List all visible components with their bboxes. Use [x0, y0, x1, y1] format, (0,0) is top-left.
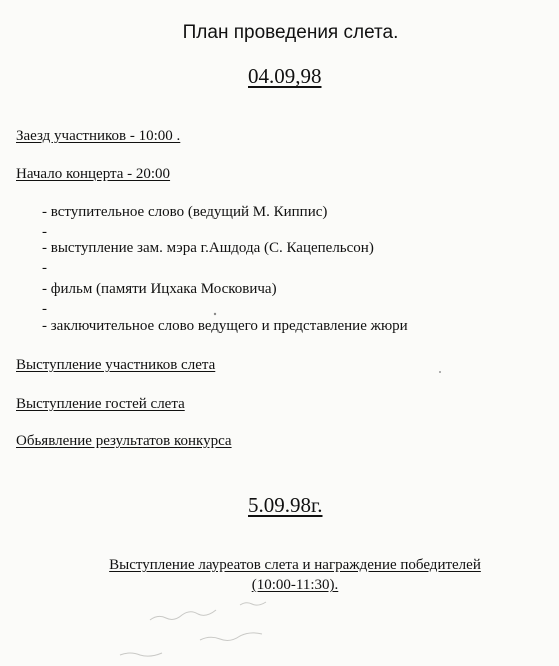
document-title: План проведения слета.: [182, 22, 399, 43]
program-item-film: - фильм (памяти Ицхака Московича): [42, 281, 277, 297]
day2-program-time: (10:00-11:30).: [251, 577, 339, 593]
day1-date: 04.09,98: [248, 64, 322, 88]
day2-program-line: Выступление лауреатов слета и награждение победителей: [109, 557, 481, 573]
section-results: Обьявление результатов конкурса: [16, 433, 232, 449]
arrival-line: Заезд участников - 10:00 .: [16, 128, 181, 144]
section-guests: Выступление гостей слета: [16, 396, 185, 412]
program-item-opening: - вступительное слово (ведущий М. Киппис): [42, 204, 328, 220]
program-item-closing: - заключительное слово ведущего и представление жюри: [42, 318, 408, 334]
program-separator: -: [42, 224, 47, 240]
program-separator: -: [42, 301, 47, 317]
section-participants: Выступление участников слета: [16, 357, 216, 373]
program-separator: -: [42, 260, 47, 276]
program-item-mayor: - выступление зам. мэра г.Ашдода (С. Кацепельсон): [42, 240, 374, 256]
concert-start-line: Начало концерта - 20:00: [16, 166, 171, 182]
day2-date: 5.09.98г.: [248, 493, 323, 517]
